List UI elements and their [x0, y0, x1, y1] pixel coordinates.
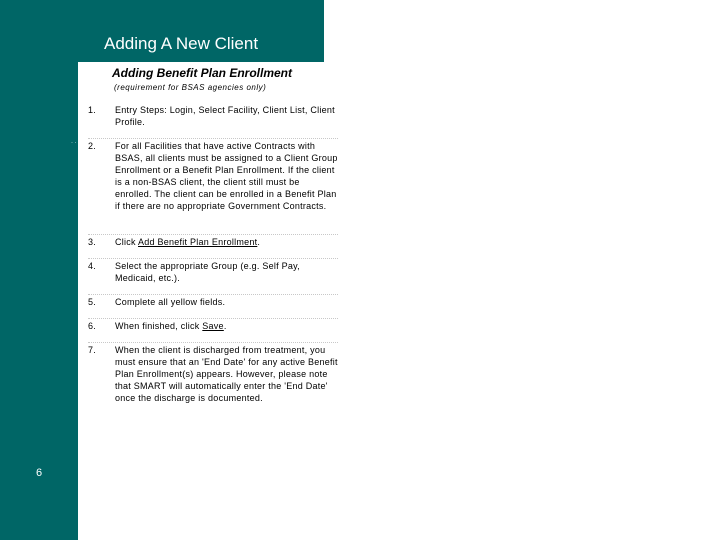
step-divider: [88, 342, 338, 343]
step-text: Entry Steps: Login, Select Facility, Client List, Client Profile.: [115, 105, 335, 127]
sidebar-band: [0, 0, 78, 540]
step-post-text: .: [223, 321, 227, 331]
step-number: 1.: [88, 105, 97, 115]
step-post-text: .: [257, 237, 261, 247]
step-pre-text: Click: [115, 237, 139, 247]
slide-title: Adding A New Client: [104, 34, 259, 53]
step-number: 6.: [88, 321, 97, 331]
step-number: 2.: [88, 141, 97, 151]
step-text: When the client is discharged from treatment, you must ensure that an 'End Date' for any active Benefit Plan Enrollment(s) appears. However, please note that SMART will automatically enter the 'End Date' once the discharge is documented.: [115, 345, 338, 403]
step-divider: [88, 294, 338, 295]
save-link[interactable]: Save: [202, 321, 224, 331]
step-divider: [88, 258, 338, 259]
step-number: 7.: [88, 345, 97, 355]
requirement-note: (requirement for BSAS agencies only): [114, 83, 267, 92]
add-benefit-plan-enrollment-link[interactable]: Add Benefit Plan Enrollment: [138, 237, 258, 247]
page-number: 6: [36, 467, 43, 479]
step-divider: [88, 318, 338, 319]
step-text: For all Facilities that have active Contracts with BSAS, all clients must be assigned to a Client Group Enrollment or a Benefit Plan Enrollment. If the client is a non-BSAS client, the client still must be enrolled. The client can be enrolled in a Benefit Plan if there are no appropriate Government Contracts.: [115, 141, 338, 211]
step-number: 3.: [88, 237, 97, 247]
step-number: 5.: [88, 297, 97, 307]
step-divider: [88, 234, 338, 235]
step-number: 4.: [88, 261, 97, 271]
step-text: Complete all yellow fields.: [115, 297, 226, 307]
step-text: [115, 236, 339, 248]
step-text: Select the appropriate Group (e.g. Self Pay, Medicaid, etc.).: [115, 261, 300, 283]
step-text: [115, 320, 339, 332]
decorative-dots: · ·: [71, 140, 77, 146]
step-divider: [88, 138, 338, 139]
slide-subtitle: Adding Benefit Plan Enrollment: [112, 66, 293, 80]
step-pre-text: When finished, click: [115, 321, 203, 331]
